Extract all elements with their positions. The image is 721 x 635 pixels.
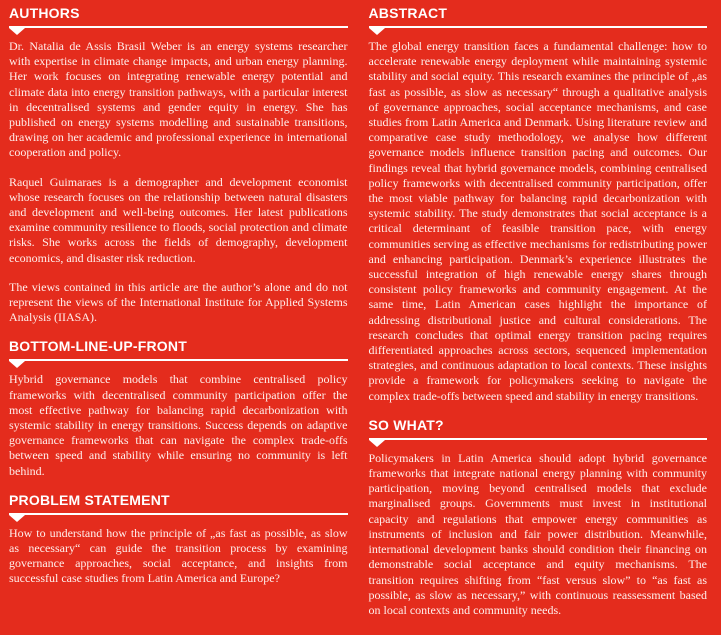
triangle-down-icon (9, 361, 25, 368)
heading-rule (9, 359, 348, 361)
section-bottom-line-up-front (9, 338, 348, 478)
heading-rule (369, 26, 708, 28)
paragraph-abstract: The global energy transition faces a fundamental challenge: how to accelerate renewable energy deployment while maintaining systemic stability and social equity. This research examines the principle of „as fast as possible, as slow as necessary“ through a qualitative analysis of governance approaches, social acceptance mechanisms, and case studies from Latin America and Denmark. Using literature review and comparative case study methodology, we analyse how different governance models influence transition pacing and outcomes. Our findings reveal that hybrid governance models, combining centralised policy frameworks with decentralised community participation, offer the most viable pathway for balancing rapid decarbonization with systemic stability. The study demonstrates that social acceptance is a critical determinant of feasible transition pace, with energy communities serving as effective mechanisms for redistributing power and enhancing participation. Denmark’s experience illustrates the successful integration of high renewable energy shares through consistent policy frameworks and community engagement. At the same time, Latin American cases highlight the importance of addressing distributional justice and cultural considerations. The research concludes that optimal energy transition pacing requires differentiated approaches across sectors, sequenced implementation strategies, and continuous adaptation to local contexts. These insights provide a framework for policymakers seeking to navigate the complex trade-offs between speed and stability in energy transitions. (368, 39, 707, 403)
triangle-down-icon (369, 440, 385, 447)
triangle-down-icon (9, 515, 25, 522)
paragraph-problem-statement: How to understand how the principle of „as fast as possible, as slow as necessary“ can guide the transition process by examining governance approaches, social acceptance, and insights from successful case studies from Latin America and Europe? (9, 525, 348, 586)
paragraph-author-2: Raquel Guimaraes is a demographer and development economist whose research focuses on the relationship between natural disasters and development and well-being outcomes. Her latest publications examine community resilience to floods, social protection and climate risks. She works across the fields of demography, development economics, and disaster risk reduction. (9, 174, 348, 265)
section-abstract (369, 5, 708, 404)
heading-rule (9, 513, 348, 515)
triangle-down-icon (9, 28, 25, 35)
section-problem-statement (9, 492, 348, 587)
section-heading-authors: AUTHORS (9, 5, 80, 21)
section-heading-abstract: ABSTRACT (368, 5, 448, 21)
right-column (369, 5, 708, 635)
left-column (9, 5, 348, 635)
heading-rule (369, 438, 708, 440)
paragraph-author-1: Dr. Natalia de Assis Brasil Weber is an energy systems researcher with expertise in climate change impacts, and urban energy planning. Her work focuses on integrating renewable energy potential and climate data into energy transition pathways, with a particular interest in decentralised systems and gender equity in energy. She has published on energy systems modelling and sustainable transitions, drawing on her academic and professional experience in international cooperation and policy. (9, 39, 348, 160)
paragraph-bottom-line-up-front: Hybrid governance models that combine centralised policy frameworks with decentralised community participation offer the most effective pathway for balancing rapid decarbonization with systemic stability in energy transitions. Success depends on adaptive governance frameworks that can navigate the complex trade-offs between speed and stability while ensuring no community is left behind. (9, 372, 348, 478)
heading-rule (9, 26, 348, 28)
section-heading-problem-statement: PROBLEM STATEMENT (9, 491, 170, 508)
section-so-what (369, 417, 708, 618)
section-heading-so-what: SO WHAT? (368, 416, 444, 433)
triangle-down-icon (369, 28, 385, 35)
paragraph-disclaimer: The views contained in this article are the author’s alone and do not represent the views of the International Institute for Applied Systems Analysis (IIASA). (9, 279, 348, 325)
section-authors (9, 5, 348, 325)
section-heading-bottom-line-up-front: BOTTOM-LINE-UP-FRONT (9, 338, 187, 355)
paragraph-so-what: Policymakers in Latin America should adopt hybrid governance frameworks that integrate national energy planning with community participation, moving beyond centralised models that exclude marginalised groups. Governments must invest in institutional capacity and regulations that empower energy communities as instruments of inclusion and fair power distribution. Meanwhile, international development banks should condition their financing on demonstrable social acceptance and equity mechanisms. The transition requires shifting from “fast versus slow” to “as fast as possible, as slow as necessary,” with continuous reassessment based on local contexts and community needs. (368, 450, 707, 617)
